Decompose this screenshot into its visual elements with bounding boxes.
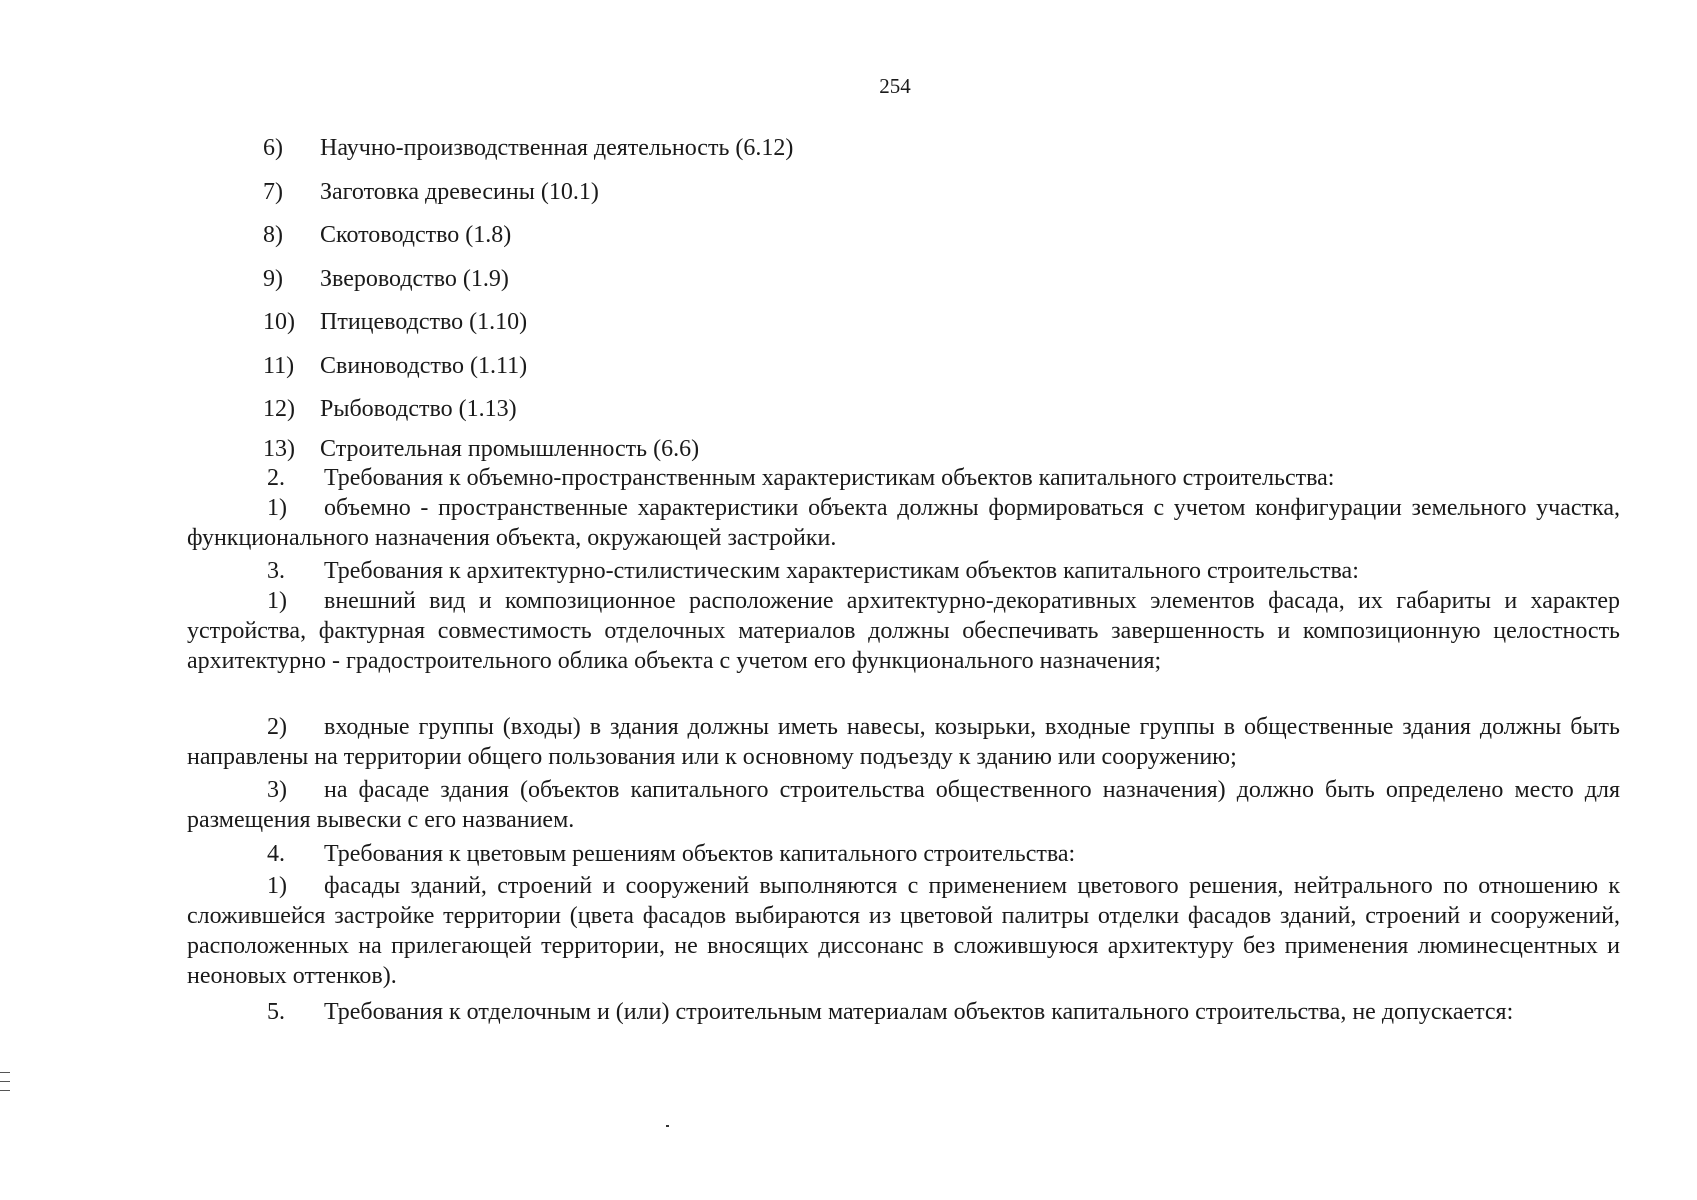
section-number: 2.: [267, 465, 285, 491]
section-text: Требования к отделочным и (или) строительным материалам объектов капитального строительства, не допускается:: [324, 999, 1514, 1025]
section-heading: [187, 463, 1620, 493]
section-heading: [187, 997, 1620, 1027]
section-number: 5.: [267, 999, 285, 1025]
list-item-number: 13): [263, 436, 295, 462]
list-item-text: Научно-производственная деятельность (6.12): [320, 135, 794, 161]
list-item: [263, 222, 511, 249]
list-item-text: Заготовка древесины (10.1): [320, 179, 599, 205]
list-item-text: Рыбоводство (1.13): [320, 396, 517, 422]
list-item: [263, 179, 599, 206]
margin-tick-marks: [0, 1072, 10, 1100]
paragraph-text: входные группы (входы) в здания должны иметь навесы, козырьки, входные группы в общественные здания должны быть направлены на территории общего пользования или к основному подъезду к зданию или сооружению;: [187, 714, 1620, 770]
paragraph: [187, 586, 1620, 676]
list-item-number: 11): [263, 353, 295, 379]
page-number: 254: [879, 74, 911, 98]
list-item: [263, 353, 527, 380]
list-item-number: 9): [263, 266, 283, 292]
paragraph: [187, 871, 1620, 991]
section-text: Требования к объемно-пространственным характеристикам объектов капитального строительства:: [324, 465, 1335, 491]
section-heading: [187, 556, 1620, 586]
list-item-number: 12): [263, 396, 295, 422]
paragraph-number: 1): [267, 873, 287, 899]
section-text: Требования к цветовым решениям объектов капитального строительства:: [324, 841, 1076, 867]
list-item-number: 10): [263, 309, 295, 335]
list-item: [263, 266, 509, 293]
list-item-number: 6): [263, 135, 283, 161]
paragraph: [187, 712, 1620, 772]
paragraph: [187, 493, 1620, 553]
paragraph-number: 3): [267, 777, 287, 803]
paragraph-number: 1): [267, 588, 287, 614]
paragraph: [187, 775, 1620, 835]
section-text: Требования к архитектурно-стилистическим характеристикам объектов капитального строительства:: [324, 558, 1359, 584]
paragraph-number: 1): [267, 495, 287, 521]
paragraph-text: фасады зданий, строений и сооружений выполняются с применением цветового решения, нейтрального по отношению к сложившейся застройке территории (цвета фасадов выбираются из цветовой палитры отделки фасадов зданий, строений и сооружений, расположенных на прилегающей территории, не вносящих диссонанс в сложившуюся архитектуру без применения люминесцентных и неоновых оттенков).: [187, 873, 1620, 989]
paragraph-text: внешний вид и композиционное расположение архитектурно-декоративных элементов фасада, их габариты и характер устройства, фактурная совместимость отделочных материалов должны обеспечивать завершенность и композиционную целостность архитектурно - градостроительного облика объекта с учетом его функционального назначения;: [187, 588, 1620, 674]
paragraph-text: на фасаде здания (объектов капитального строительства общественного назначения) должно быть определено место для размещения вывески с его названием.: [187, 777, 1620, 833]
list-item-text: Скотоводство (1.8): [320, 222, 512, 248]
section-heading: [187, 839, 1620, 869]
list-item-number: 7): [263, 179, 283, 205]
paragraph-number: 2): [267, 714, 287, 740]
section-number: 4.: [267, 841, 285, 867]
list-item-text: Птицеводство (1.10): [320, 309, 528, 335]
list-item-text: Звероводство (1.9): [320, 266, 509, 292]
list-item: [263, 135, 793, 162]
list-item-text: Свиноводство (1.11): [320, 353, 528, 379]
list-item: [263, 436, 699, 463]
list-item-text: Строительная промышленность (6.6): [320, 436, 700, 462]
section-number: 3.: [267, 558, 285, 584]
stray-dot: [666, 1125, 669, 1127]
list-item: [263, 309, 527, 336]
paragraph-text: объемно - пространственные характеристики объекта должны формироваться с учетом конфигурации земельного участка, функционального назначения объекта, окружающей застройки.: [187, 495, 1620, 551]
list-item: [263, 396, 517, 423]
list-item-number: 8): [263, 222, 283, 248]
